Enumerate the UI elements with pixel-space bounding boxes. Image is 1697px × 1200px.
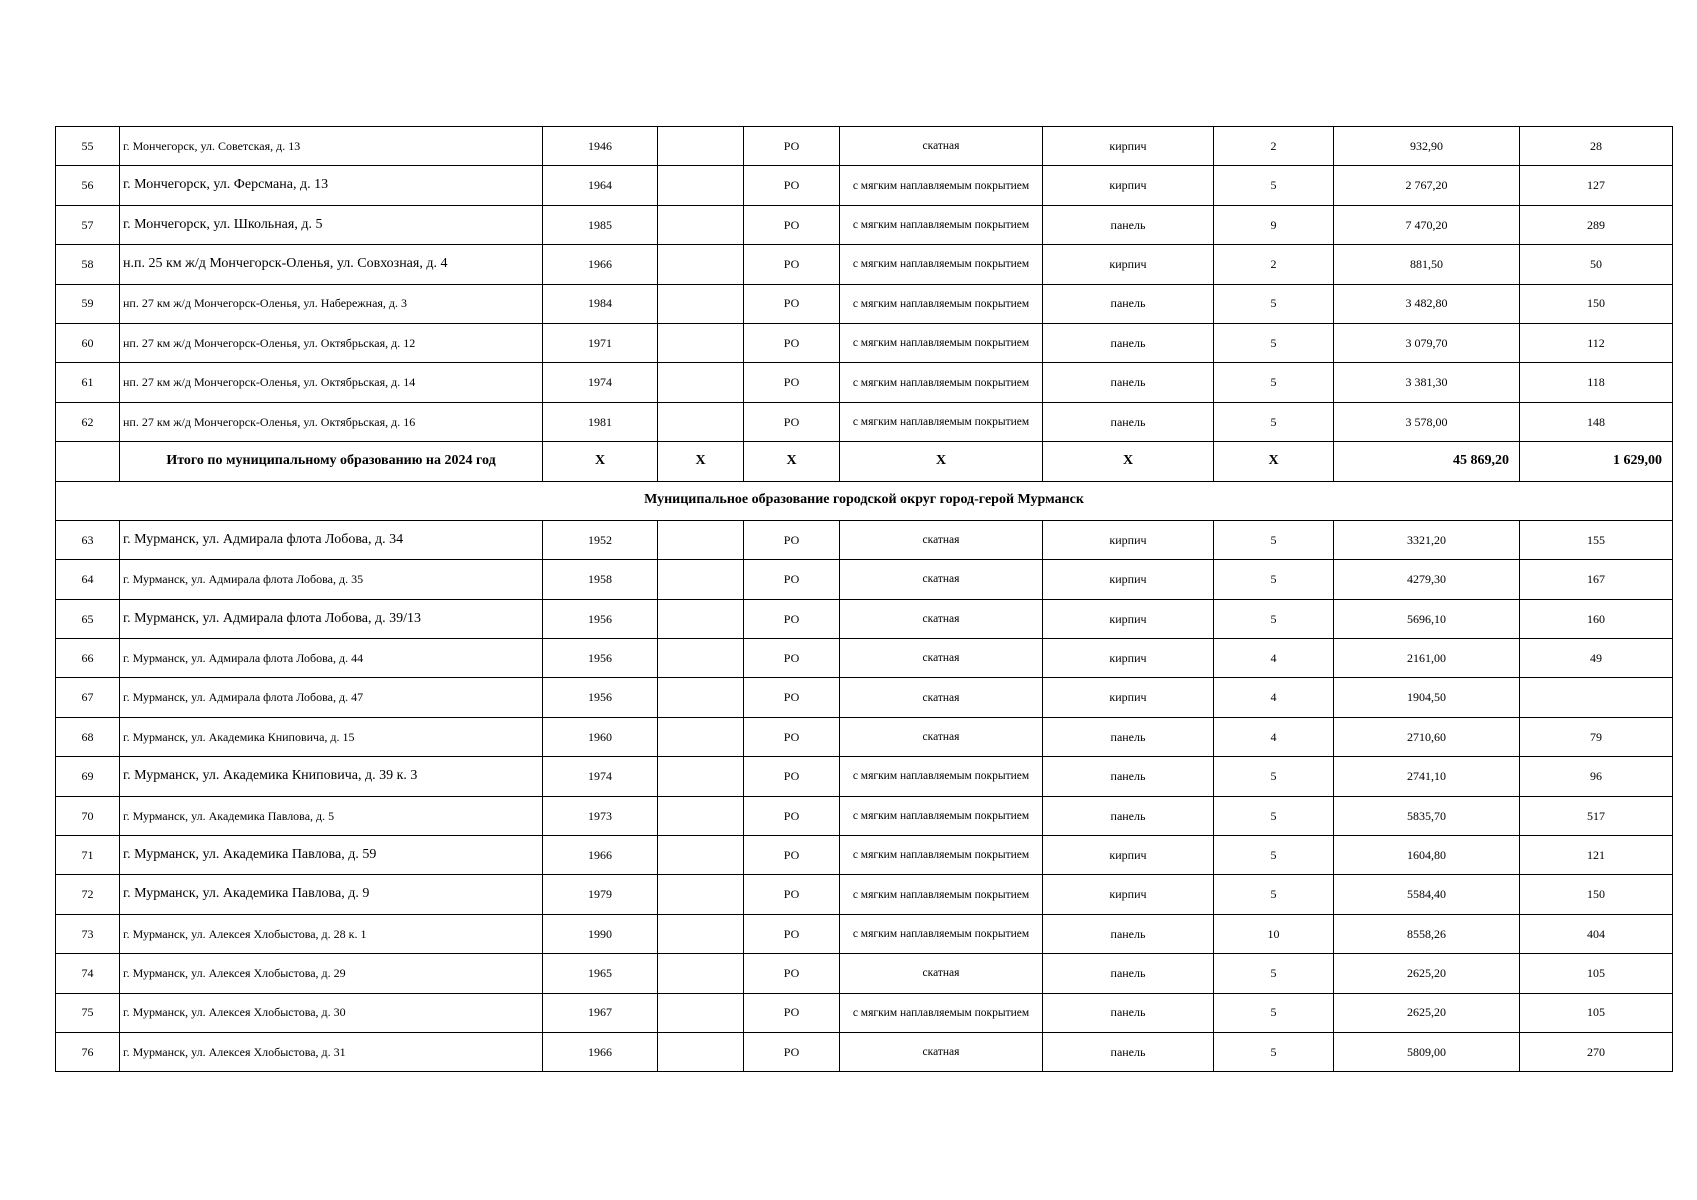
floors-cell: 5 (1214, 599, 1334, 638)
row-number-cell: 63 (56, 520, 120, 559)
residents-cell: 49 (1520, 639, 1673, 678)
wall-material-cell: панель (1043, 796, 1214, 835)
table-row (56, 245, 1673, 284)
area-cell: 2741,10 (1334, 757, 1520, 796)
code-cell: РО (744, 205, 840, 244)
year-cell: 1981 (543, 402, 658, 441)
table-row (56, 166, 1673, 205)
floors-cell: 4 (1214, 717, 1334, 756)
residents-cell: 118 (1520, 363, 1673, 402)
row-number-cell: 76 (56, 1032, 120, 1071)
code-cell: РО (744, 757, 840, 796)
residents-cell: 160 (1520, 599, 1673, 638)
table-row (56, 914, 1673, 953)
roof-type-cell: с мягким наплавляемым покрытием (840, 166, 1043, 205)
wall-material-cell: кирпич (1043, 245, 1214, 284)
roof-type-cell: с мягким наплавляемым покрытием (840, 836, 1043, 875)
floors-cell: 9 (1214, 205, 1334, 244)
address-cell: г. Мурманск, ул. Адмирала флота Лобова, д. 39/13 (120, 599, 543, 638)
address-cell: г. Мурманск, ул. Алексея Хлобыстова, д. 29 (120, 954, 543, 993)
code-cell: РО (744, 796, 840, 835)
total-mark: X (744, 442, 840, 481)
year-cell: 1974 (543, 363, 658, 402)
address-cell: нп. 27 км ж/д Мончегорск-Оленья, ул. Октябрьская, д. 16 (120, 402, 543, 441)
row-number-cell: 68 (56, 717, 120, 756)
floors-cell: 5 (1214, 796, 1334, 835)
empty-cell (658, 954, 744, 993)
area-cell: 5584,40 (1334, 875, 1520, 914)
table-row (56, 993, 1673, 1032)
empty-cell (658, 757, 744, 796)
residents-cell: 79 (1520, 717, 1673, 756)
total-mark: X (658, 442, 744, 481)
row-number-cell: 55 (56, 127, 120, 166)
area-cell: 7 470,20 (1334, 205, 1520, 244)
roof-type-cell: скатная (840, 520, 1043, 559)
wall-material-cell: панель (1043, 205, 1214, 244)
row-number-cell: 60 (56, 323, 120, 362)
roof-type-cell: скатная (840, 639, 1043, 678)
residents-cell: 270 (1520, 1032, 1673, 1071)
table-row (56, 757, 1673, 796)
year-cell: 1960 (543, 717, 658, 756)
empty-cell (658, 796, 744, 835)
residents-cell: 155 (1520, 520, 1673, 559)
floors-cell: 4 (1214, 639, 1334, 678)
floors-cell: 5 (1214, 323, 1334, 362)
row-number-cell: 72 (56, 875, 120, 914)
table-row (56, 678, 1673, 717)
empty-cell (658, 875, 744, 914)
floors-cell: 4 (1214, 678, 1334, 717)
code-cell: РО (744, 875, 840, 914)
year-cell: 1965 (543, 954, 658, 993)
code-cell: РО (744, 836, 840, 875)
total-mark: X (840, 442, 1043, 481)
residents-cell: 28 (1520, 127, 1673, 166)
area-cell: 2625,20 (1334, 993, 1520, 1032)
year-cell: 1952 (543, 520, 658, 559)
floors-cell: 5 (1214, 1032, 1334, 1071)
row-number-cell: 64 (56, 560, 120, 599)
residents-cell (1520, 678, 1673, 717)
table-row (56, 127, 1673, 166)
total-mark: X (1214, 442, 1334, 481)
roof-type-cell: скатная (840, 678, 1043, 717)
address-cell: г. Мурманск, ул. Адмирала флота Лобова, д. 35 (120, 560, 543, 599)
area-cell: 8558,26 (1334, 914, 1520, 953)
roof-type-cell: с мягким наплавляемым покрытием (840, 875, 1043, 914)
table-row (56, 836, 1673, 875)
row-number-cell: 61 (56, 363, 120, 402)
floors-cell: 5 (1214, 757, 1334, 796)
total-residents: 1 629,00 (1520, 442, 1673, 481)
residents-cell: 148 (1520, 402, 1673, 441)
year-cell: 1985 (543, 205, 658, 244)
table-row (56, 323, 1673, 362)
area-cell: 5835,70 (1334, 796, 1520, 835)
residents-cell: 150 (1520, 284, 1673, 323)
residents-cell: 105 (1520, 954, 1673, 993)
row-number-cell: 59 (56, 284, 120, 323)
code-cell: РО (744, 914, 840, 953)
year-cell: 1946 (543, 127, 658, 166)
residents-cell: 96 (1520, 757, 1673, 796)
table-row (56, 560, 1673, 599)
residents-cell: 289 (1520, 205, 1673, 244)
roof-type-cell: скатная (840, 127, 1043, 166)
area-cell: 3 578,00 (1334, 402, 1520, 441)
empty-cell (658, 363, 744, 402)
residents-cell: 121 (1520, 836, 1673, 875)
residents-cell: 150 (1520, 875, 1673, 914)
empty-cell (658, 166, 744, 205)
table-row (56, 639, 1673, 678)
empty-cell (658, 1032, 744, 1071)
floors-cell: 5 (1214, 836, 1334, 875)
year-cell: 1956 (543, 599, 658, 638)
empty-cell (658, 127, 744, 166)
total-row (56, 442, 1673, 481)
code-cell: РО (744, 954, 840, 993)
row-number-cell: 66 (56, 639, 120, 678)
address-cell: г. Мурманск, ул. Адмирала флота Лобова, д. 47 (120, 678, 543, 717)
empty-cell (658, 914, 744, 953)
roof-type-cell: скатная (840, 1032, 1043, 1071)
year-cell: 1956 (543, 639, 658, 678)
floors-cell: 5 (1214, 520, 1334, 559)
address-cell: нп. 27 км ж/д Мончегорск-Оленья, ул. Набережная, д. 3 (120, 284, 543, 323)
code-cell: РО (744, 245, 840, 284)
address-cell: г. Мурманск, ул. Алексея Хлобыстова, д. 28 к. 1 (120, 914, 543, 953)
empty-cell (658, 560, 744, 599)
row-number-cell: 69 (56, 757, 120, 796)
code-cell: РО (744, 639, 840, 678)
roof-type-cell: с мягким наплавляемым покрытием (840, 914, 1043, 953)
table-row (56, 796, 1673, 835)
wall-material-cell: панель (1043, 757, 1214, 796)
housing-table (55, 126, 1673, 1072)
table-body-part-2 (56, 520, 1673, 1071)
table-row (56, 520, 1673, 559)
address-cell: г. Мурманск, ул. Алексея Хлобыстова, д. 30 (120, 993, 543, 1032)
wall-material-cell: панель (1043, 1032, 1214, 1071)
floors-cell: 5 (1214, 363, 1334, 402)
code-cell: РО (744, 717, 840, 756)
section-row (56, 481, 1673, 520)
area-cell: 3 381,30 (1334, 363, 1520, 402)
code-cell: РО (744, 599, 840, 638)
residents-cell: 127 (1520, 166, 1673, 205)
year-cell: 1958 (543, 560, 658, 599)
address-cell: г. Мурманск, ул. Адмирала флота Лобова, д. 44 (120, 639, 543, 678)
row-number-cell: 67 (56, 678, 120, 717)
residents-cell: 517 (1520, 796, 1673, 835)
roof-type-cell: с мягким наплавляемым покрытием (840, 402, 1043, 441)
wall-material-cell: кирпич (1043, 127, 1214, 166)
row-number-cell: 71 (56, 836, 120, 875)
wall-material-cell: кирпич (1043, 520, 1214, 559)
table-row (56, 717, 1673, 756)
empty-cell (658, 678, 744, 717)
code-cell: РО (744, 402, 840, 441)
empty-cell (658, 245, 744, 284)
wall-material-cell: панель (1043, 717, 1214, 756)
year-cell: 1973 (543, 796, 658, 835)
wall-material-cell: кирпич (1043, 166, 1214, 205)
empty-cell (658, 205, 744, 244)
code-cell: РО (744, 323, 840, 362)
section-title: Муниципальное образование городской округ город-герой Мурманск (56, 481, 1673, 520)
wall-material-cell: кирпич (1043, 560, 1214, 599)
row-number-cell: 75 (56, 993, 120, 1032)
area-cell: 932,90 (1334, 127, 1520, 166)
address-cell: н.п. 25 км ж/д Мончегорск-Оленья, ул. Совхозная, д. 4 (120, 245, 543, 284)
address-cell: г. Мурманск, ул. Академика Павлова, д. 5 (120, 796, 543, 835)
area-cell: 5696,10 (1334, 599, 1520, 638)
roof-type-cell: с мягким наплавляемым покрытием (840, 796, 1043, 835)
year-cell: 1990 (543, 914, 658, 953)
year-cell: 1974 (543, 757, 658, 796)
table-row (56, 284, 1673, 323)
year-cell: 1964 (543, 166, 658, 205)
area-cell: 1604,80 (1334, 836, 1520, 875)
area-cell: 881,50 (1334, 245, 1520, 284)
address-cell: г. Мончегорск, ул. Школьная, д. 5 (120, 205, 543, 244)
table-row (56, 954, 1673, 993)
total-body (56, 442, 1673, 521)
floors-cell: 5 (1214, 166, 1334, 205)
code-cell: РО (744, 560, 840, 599)
row-number-cell: 57 (56, 205, 120, 244)
roof-type-cell: с мягким наплавляемым покрытием (840, 363, 1043, 402)
empty-cell (658, 639, 744, 678)
empty-cell (658, 520, 744, 559)
wall-material-cell: панель (1043, 323, 1214, 362)
table-row (56, 363, 1673, 402)
empty-cell (658, 993, 744, 1032)
floors-cell: 5 (1214, 875, 1334, 914)
roof-type-cell: с мягким наплавляемым покрытием (840, 323, 1043, 362)
row-number-cell: 62 (56, 402, 120, 441)
code-cell: РО (744, 363, 840, 402)
empty-cell (658, 717, 744, 756)
empty-cell (658, 402, 744, 441)
area-cell: 2625,20 (1334, 954, 1520, 993)
year-cell: 1984 (543, 284, 658, 323)
floors-cell: 5 (1214, 402, 1334, 441)
floors-cell: 5 (1214, 993, 1334, 1032)
wall-material-cell: панель (1043, 402, 1214, 441)
residents-cell: 112 (1520, 323, 1673, 362)
address-cell: нп. 27 км ж/д Мончегорск-Оленья, ул. Октябрьская, д. 12 (120, 323, 543, 362)
residents-cell: 404 (1520, 914, 1673, 953)
residents-cell: 167 (1520, 560, 1673, 599)
residents-cell: 105 (1520, 993, 1673, 1032)
area-cell: 1904,50 (1334, 678, 1520, 717)
area-cell: 3 079,70 (1334, 323, 1520, 362)
roof-type-cell: скатная (840, 599, 1043, 638)
table-row (56, 402, 1673, 441)
floors-cell: 5 (1214, 954, 1334, 993)
roof-type-cell: скатная (840, 560, 1043, 599)
total-area: 45 869,20 (1334, 442, 1520, 481)
floors-cell: 5 (1214, 560, 1334, 599)
area-cell: 5809,00 (1334, 1032, 1520, 1071)
wall-material-cell: кирпич (1043, 678, 1214, 717)
area-cell: 2161,00 (1334, 639, 1520, 678)
address-cell: г. Мончегорск, ул. Советская, д. 13 (120, 127, 543, 166)
address-cell: нп. 27 км ж/д Мончегорск-Оленья, ул. Октябрьская, д. 14 (120, 363, 543, 402)
roof-type-cell: скатная (840, 954, 1043, 993)
address-cell: г. Мурманск, ул. Академика Книповича, д. 15 (120, 717, 543, 756)
area-cell: 3 482,80 (1334, 284, 1520, 323)
roof-type-cell: с мягким наплавляемым покрытием (840, 245, 1043, 284)
empty-cell (658, 323, 744, 362)
wall-material-cell: кирпич (1043, 875, 1214, 914)
residents-cell: 50 (1520, 245, 1673, 284)
address-cell: г. Мурманск, ул. Академика Павлова, д. 9 (120, 875, 543, 914)
empty-cell (658, 284, 744, 323)
year-cell: 1966 (543, 1032, 658, 1071)
row-number-cell: 58 (56, 245, 120, 284)
floors-cell: 2 (1214, 127, 1334, 166)
address-cell: г. Мончегорск, ул. Ферсмана, д. 13 (120, 166, 543, 205)
code-cell: РО (744, 284, 840, 323)
year-cell: 1979 (543, 875, 658, 914)
table-row (56, 1032, 1673, 1071)
wall-material-cell: кирпич (1043, 599, 1214, 638)
wall-material-cell: панель (1043, 954, 1214, 993)
total-empty-cell (56, 442, 120, 481)
empty-cell (658, 836, 744, 875)
roof-type-cell: скатная (840, 717, 1043, 756)
floors-cell: 5 (1214, 284, 1334, 323)
wall-material-cell: панель (1043, 993, 1214, 1032)
empty-cell (658, 599, 744, 638)
code-cell: РО (744, 127, 840, 166)
code-cell: РО (744, 993, 840, 1032)
table-row (56, 599, 1673, 638)
year-cell: 1971 (543, 323, 658, 362)
code-cell: РО (744, 166, 840, 205)
area-cell: 2 767,20 (1334, 166, 1520, 205)
code-cell: РО (744, 1032, 840, 1071)
year-cell: 1967 (543, 993, 658, 1032)
table-body-part-1 (56, 127, 1673, 442)
area-cell: 4279,30 (1334, 560, 1520, 599)
area-cell: 3321,20 (1334, 520, 1520, 559)
code-cell: РО (744, 678, 840, 717)
wall-material-cell: панель (1043, 363, 1214, 402)
row-number-cell: 56 (56, 166, 120, 205)
total-mark: X (543, 442, 658, 481)
document-page (55, 126, 1672, 1072)
row-number-cell: 74 (56, 954, 120, 993)
address-cell: г. Мурманск, ул. Академика Павлова, д. 59 (120, 836, 543, 875)
wall-material-cell: кирпич (1043, 836, 1214, 875)
year-cell: 1956 (543, 678, 658, 717)
table-row (56, 875, 1673, 914)
floors-cell: 2 (1214, 245, 1334, 284)
roof-type-cell: с мягким наплавляемым покрытием (840, 993, 1043, 1032)
table-row (56, 205, 1673, 244)
code-cell: РО (744, 520, 840, 559)
roof-type-cell: с мягким наплавляемым покрытием (840, 205, 1043, 244)
roof-type-cell: с мягким наплавляемым покрытием (840, 284, 1043, 323)
row-number-cell: 65 (56, 599, 120, 638)
year-cell: 1966 (543, 836, 658, 875)
year-cell: 1966 (543, 245, 658, 284)
roof-type-cell: с мягким наплавляемым покрытием (840, 757, 1043, 796)
address-cell: г. Мурманск, ул. Академика Книповича, д. 39 к. 3 (120, 757, 543, 796)
floors-cell: 10 (1214, 914, 1334, 953)
wall-material-cell: панель (1043, 914, 1214, 953)
address-cell: г. Мурманск, ул. Адмирала флота Лобова, д. 34 (120, 520, 543, 559)
row-number-cell: 73 (56, 914, 120, 953)
address-cell: г. Мурманск, ул. Алексея Хлобыстова, д. 31 (120, 1032, 543, 1071)
row-number-cell: 70 (56, 796, 120, 835)
wall-material-cell: панель (1043, 284, 1214, 323)
area-cell: 2710,60 (1334, 717, 1520, 756)
total-label: Итого по муниципальному образованию на 2024 год (120, 442, 543, 481)
total-mark: X (1043, 442, 1214, 481)
wall-material-cell: кирпич (1043, 639, 1214, 678)
